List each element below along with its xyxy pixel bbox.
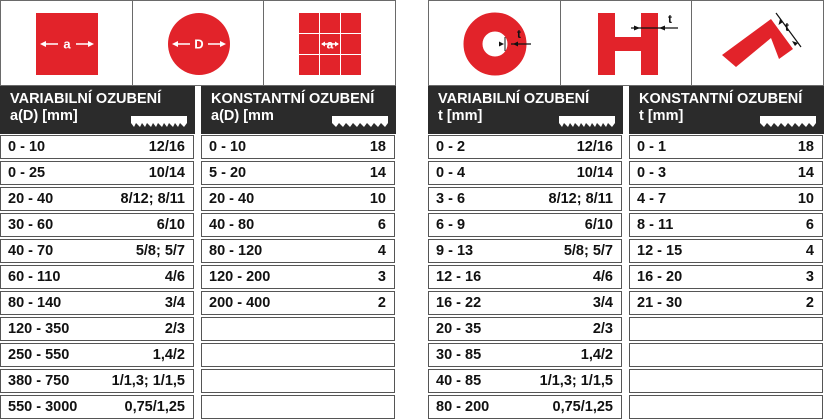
tube-icon bbox=[429, 1, 560, 85]
range-value: 21 - 30 bbox=[637, 295, 683, 311]
teeth-value: 4 bbox=[805, 243, 814, 259]
variable-pitch-cell bbox=[0, 395, 194, 419]
constant-pitch-cell bbox=[201, 343, 395, 367]
table-row bbox=[428, 186, 824, 212]
constant-pitch-cell bbox=[629, 187, 823, 211]
table-row bbox=[428, 394, 824, 420]
saw-blade-icon bbox=[131, 116, 187, 128]
teeth-value: 1,4/2 bbox=[152, 347, 185, 363]
table-row bbox=[428, 316, 824, 342]
teeth-value: 1/1,3; 1/1,5 bbox=[111, 373, 185, 389]
teeth-value: 3 bbox=[377, 269, 386, 285]
bundle-squares-icon bbox=[263, 1, 395, 85]
table-row bbox=[428, 134, 824, 160]
range-value: 9 - 13 bbox=[436, 243, 474, 259]
constant-pitch-cell bbox=[629, 369, 823, 393]
square-solid-icon bbox=[1, 1, 132, 85]
range-value: 80 - 140 bbox=[8, 295, 62, 311]
table-row bbox=[0, 212, 396, 238]
table-row bbox=[0, 316, 396, 342]
variable-pitch-cell bbox=[0, 135, 194, 159]
range-value: 16 - 20 bbox=[637, 269, 683, 285]
table-row bbox=[0, 186, 396, 212]
variable-pitch-cell bbox=[0, 343, 194, 367]
saw-blade-icon bbox=[332, 116, 388, 128]
teeth-value: 5/8; 5/7 bbox=[135, 243, 185, 259]
range-value: 0 - 3 bbox=[637, 165, 667, 181]
variable-pitch-cell bbox=[428, 239, 622, 263]
variable-pitch-cell bbox=[0, 265, 194, 289]
saw-blade-icon bbox=[559, 116, 615, 128]
teeth-value: 2 bbox=[805, 295, 814, 311]
range-value: 0 - 25 bbox=[8, 165, 46, 181]
table-row bbox=[0, 160, 396, 186]
teeth-value: 3 bbox=[805, 269, 814, 285]
icon-row bbox=[428, 0, 824, 86]
saw-blade-icon bbox=[760, 116, 816, 128]
variable-pitch-cell bbox=[0, 317, 194, 341]
variable-pitch-cell bbox=[428, 395, 622, 419]
teeth-value: 10/14 bbox=[148, 165, 185, 181]
header-title: VARIABILNÍ OZUBENÍ bbox=[438, 91, 590, 107]
teeth-value: 12/16 bbox=[148, 139, 185, 155]
teeth-value: 1/1,3; 1/1,5 bbox=[539, 373, 613, 389]
teeth-value: 10 bbox=[797, 191, 814, 207]
range-value: 6 - 9 bbox=[436, 217, 466, 233]
range-value: 12 - 16 bbox=[436, 269, 482, 285]
variable-pitch-cell bbox=[428, 291, 622, 315]
variable-pitch-cell bbox=[428, 317, 622, 341]
angle-profile-icon bbox=[691, 1, 823, 85]
constant-pitch-cell bbox=[629, 343, 823, 367]
constant-pitch-cell bbox=[629, 161, 823, 185]
variable-pitch-cell bbox=[428, 343, 622, 367]
variable-pitch-cell bbox=[0, 291, 194, 315]
range-value: 0 - 1 bbox=[637, 139, 667, 155]
teeth-value: 14 bbox=[369, 165, 386, 181]
table-row bbox=[0, 290, 396, 316]
header-unit: a(D) [mm] bbox=[10, 108, 78, 124]
dimension-label: D bbox=[194, 36, 204, 52]
range-value: 20 - 40 bbox=[8, 191, 54, 207]
range-value: 4 - 7 bbox=[637, 191, 667, 207]
teeth-value: 5/8; 5/7 bbox=[563, 243, 613, 259]
range-value: 40 - 80 bbox=[209, 217, 255, 233]
range-value: 40 - 70 bbox=[8, 243, 54, 259]
range-value: 40 - 85 bbox=[436, 373, 482, 389]
teeth-value: 2 bbox=[377, 295, 386, 311]
range-value: 0 - 2 bbox=[436, 139, 466, 155]
range-value: 550 - 3000 bbox=[8, 399, 78, 415]
profile-material-table bbox=[428, 0, 824, 416]
teeth-value: 18 bbox=[369, 139, 386, 155]
teeth-value: 18 bbox=[797, 139, 814, 155]
column-headers bbox=[0, 86, 396, 134]
icon-row bbox=[0, 0, 396, 86]
range-value: 30 - 60 bbox=[8, 217, 54, 233]
range-value: 80 - 200 bbox=[436, 399, 490, 415]
range-value: 0 - 10 bbox=[8, 139, 46, 155]
teeth-value: 6/10 bbox=[584, 217, 613, 233]
constant-pitch-cell bbox=[629, 239, 823, 263]
range-value: 8 - 11 bbox=[637, 217, 674, 233]
constant-pitch-cell bbox=[201, 187, 395, 211]
constant-pitch-cell bbox=[201, 395, 395, 419]
teeth-value: 3/4 bbox=[164, 295, 185, 311]
teeth-value: 8/12; 8/11 bbox=[548, 191, 613, 207]
range-value: 30 - 85 bbox=[436, 347, 482, 363]
solid-material-table bbox=[0, 0, 396, 416]
teeth-value: 1,4/2 bbox=[580, 347, 613, 363]
constant-pitch-cell bbox=[629, 395, 823, 419]
variable-pitch-cell bbox=[0, 239, 194, 263]
teeth-value: 10 bbox=[369, 191, 386, 207]
table-row bbox=[428, 238, 824, 264]
constant-pitch-cell bbox=[201, 291, 395, 315]
variable-pitch-header bbox=[0, 86, 195, 134]
teeth-value: 10/14 bbox=[576, 165, 613, 181]
teeth-value: 0,75/1,25 bbox=[124, 399, 185, 415]
range-value: 5 - 20 bbox=[209, 165, 247, 181]
teeth-value: 0,75/1,25 bbox=[552, 399, 613, 415]
table-row bbox=[428, 212, 824, 238]
dimension-label: t bbox=[668, 12, 672, 26]
teeth-value: 3/4 bbox=[592, 295, 613, 311]
variable-pitch-cell bbox=[0, 369, 194, 393]
table-row bbox=[428, 160, 824, 186]
range-value: 380 - 750 bbox=[8, 373, 70, 389]
teeth-value: 6/10 bbox=[156, 217, 185, 233]
dimension-label: t bbox=[517, 27, 521, 41]
range-value: 0 - 10 bbox=[209, 139, 247, 155]
variable-pitch-cell bbox=[0, 213, 194, 237]
header-title: KONSTANTNÍ OZUBENÍ bbox=[211, 91, 375, 107]
variable-pitch-cell bbox=[0, 187, 194, 211]
range-value: 120 - 200 bbox=[209, 269, 271, 285]
range-value: 80 - 120 bbox=[209, 243, 263, 259]
table-row bbox=[0, 134, 396, 160]
constant-pitch-cell bbox=[201, 317, 395, 341]
round-solid-icon bbox=[132, 1, 263, 85]
header-title: VARIABILNÍ OZUBENÍ bbox=[10, 91, 162, 107]
table-row bbox=[0, 238, 396, 264]
table-row bbox=[428, 342, 824, 368]
range-value: 3 - 6 bbox=[436, 191, 466, 207]
table-row bbox=[0, 342, 396, 368]
range-value: 20 - 40 bbox=[209, 191, 255, 207]
h-beam-icon bbox=[560, 1, 691, 85]
range-value: 16 - 22 bbox=[436, 295, 482, 311]
variable-pitch-header bbox=[428, 86, 623, 134]
variable-pitch-cell bbox=[428, 213, 622, 237]
dimension-label: a bbox=[63, 36, 71, 52]
teeth-value: 6 bbox=[805, 217, 814, 233]
range-value: 120 - 350 bbox=[8, 321, 70, 337]
header-unit: t [mm] bbox=[438, 108, 483, 124]
header-unit: a(D) [mm bbox=[211, 108, 274, 124]
table-row bbox=[0, 368, 396, 394]
range-value: 12 - 15 bbox=[637, 243, 683, 259]
constant-pitch-cell bbox=[201, 239, 395, 263]
variable-pitch-cell bbox=[428, 135, 622, 159]
constant-pitch-cell bbox=[629, 265, 823, 289]
teeth-value: 4/6 bbox=[164, 269, 185, 285]
range-value: 0 - 4 bbox=[436, 165, 466, 181]
range-value: 60 - 110 bbox=[8, 269, 61, 285]
variable-pitch-cell bbox=[428, 187, 622, 211]
table-row bbox=[0, 264, 396, 290]
teeth-value: 14 bbox=[797, 165, 814, 181]
table-row bbox=[0, 394, 396, 420]
dimension-label: a bbox=[326, 37, 334, 52]
table-row bbox=[428, 290, 824, 316]
data-rows bbox=[0, 134, 396, 420]
teeth-value: 2/3 bbox=[164, 321, 185, 337]
teeth-value: 4 bbox=[377, 243, 386, 259]
column-headers bbox=[428, 86, 824, 134]
dimension-label: t bbox=[785, 20, 789, 34]
constant-pitch-cell bbox=[201, 135, 395, 159]
data-rows bbox=[428, 134, 824, 420]
constant-pitch-cell bbox=[629, 135, 823, 159]
table-row bbox=[428, 368, 824, 394]
constant-pitch-cell bbox=[201, 265, 395, 289]
constant-pitch-cell bbox=[201, 369, 395, 393]
constant-pitch-header bbox=[629, 86, 824, 134]
range-value: 250 - 550 bbox=[8, 347, 70, 363]
constant-pitch-cell bbox=[629, 213, 823, 237]
teeth-value: 8/12; 8/11 bbox=[120, 191, 185, 207]
constant-pitch-cell bbox=[629, 317, 823, 341]
variable-pitch-cell bbox=[428, 369, 622, 393]
variable-pitch-cell bbox=[428, 161, 622, 185]
constant-pitch-cell bbox=[201, 213, 395, 237]
constant-pitch-cell bbox=[629, 291, 823, 315]
range-value: 20 - 35 bbox=[436, 321, 482, 337]
teeth-value: 4/6 bbox=[592, 269, 613, 285]
table-row bbox=[428, 264, 824, 290]
header-title: KONSTANTNÍ OZUBENÍ bbox=[639, 91, 803, 107]
header-unit: t [mm] bbox=[639, 108, 684, 124]
teeth-value: 12/16 bbox=[576, 139, 613, 155]
teeth-value: 6 bbox=[377, 217, 386, 233]
range-value: 200 - 400 bbox=[209, 295, 271, 311]
teeth-value: 2/3 bbox=[592, 321, 613, 337]
constant-pitch-cell bbox=[201, 161, 395, 185]
variable-pitch-cell bbox=[0, 161, 194, 185]
constant-pitch-header bbox=[201, 86, 396, 134]
variable-pitch-cell bbox=[428, 265, 622, 289]
